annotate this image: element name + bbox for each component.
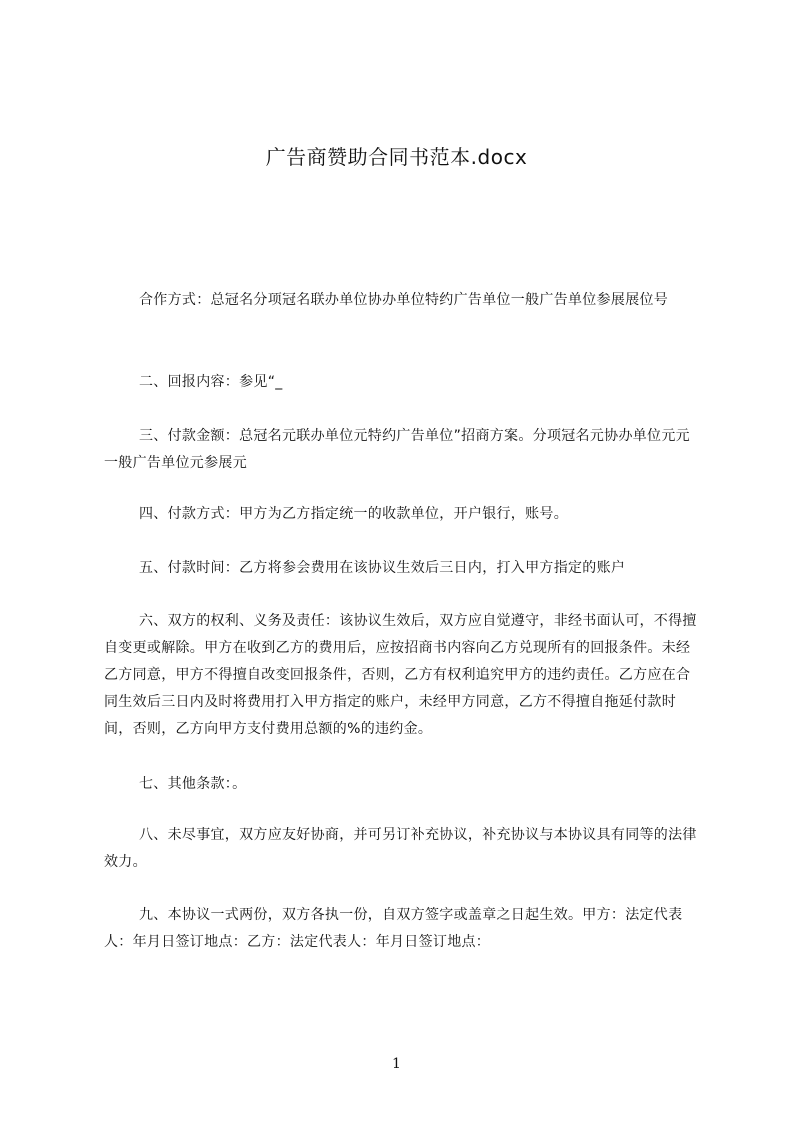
paragraph-payment-method: 四、付款方式：甲方为乙方指定统一的收款单位，开户银行，账号。 — [139, 506, 568, 522]
paragraph-effectiveness: 九、本协议一式两份，双方各执一份，自双方签字或盖章之日起生效。甲方：法定代表人：年月日签订地点：乙方：法定代表人：年月日签订地点： — [104, 907, 683, 950]
paragraph-return-content: 二、回报内容：参见“_ — [139, 374, 283, 390]
paragraph-cooperation-method: 合作方式：总冠名分项冠名联办单位协办单位特约广告单位一般广告单位参展展位号 — [139, 292, 669, 308]
paragraph-unresolved-matters: 八、未尽事宜，双方应友好协商，并可另订补充协议，补充协议与本协议具有同等的法律效力。 — [104, 827, 697, 870]
page-number: 1 — [392, 1056, 401, 1072]
paragraph-payment-amount: 三、付款金额：总冠名元联办单位元特约广告单位”招商方案。分项冠名元协办单位元元一般广告单位元参展元 — [104, 428, 690, 471]
paragraph-other-terms: 七、其他条款：。 — [139, 776, 247, 792]
paragraph-rights-obligations: 六、双方的权利、义务及责任：该协议生效后，双方应自觉遵守，非经书面认可，不得擅自变更或解除。甲方在收到乙方的费用后，应按招商书内容向乙方兑现所有的回报条件。未经乙方同意，甲方不得擅自改变回报条件，否则，乙方有权利追究甲方的违约责任。乙方应在合同生效后三日内及时将费用打入甲方指定的账户，未经甲方同意，乙方不得擅自拖延付款时间，否则，乙方向甲方支付费用总额的%的违约金。 — [104, 613, 697, 737]
paragraph-payment-time: 五、付款时间：乙方将参会费用在该协议生效后三日内，打入甲方指定的账户 — [139, 560, 626, 576]
document-title: 广告商赞助合同书范本.docx — [265, 145, 528, 169]
